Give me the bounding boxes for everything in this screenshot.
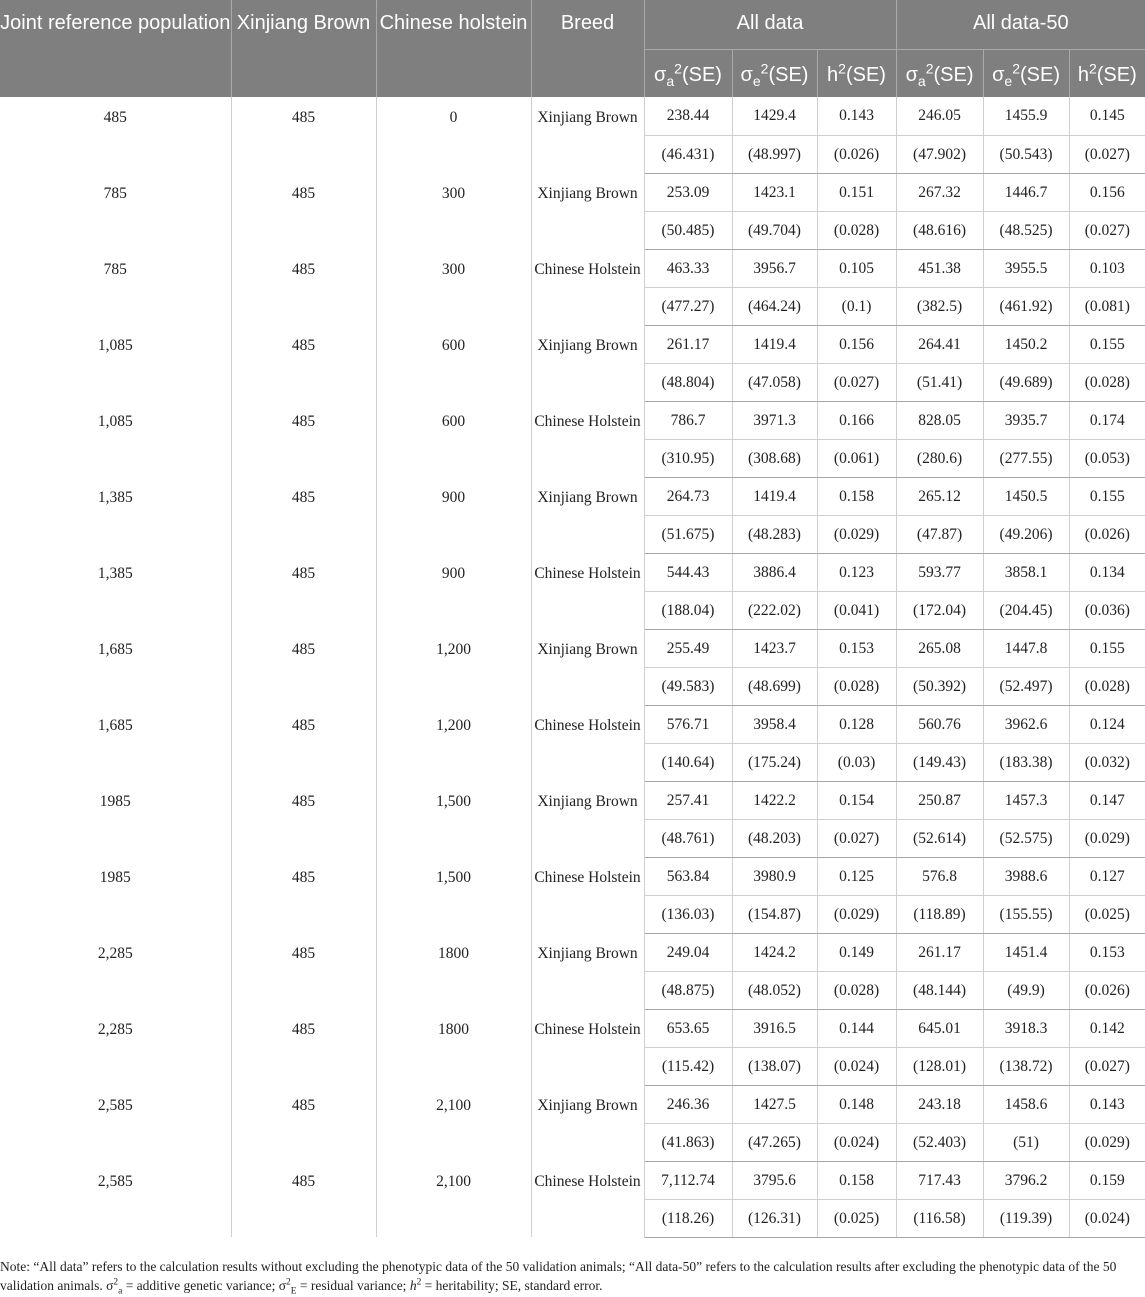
cell-standard-error: (46.431) [644, 135, 732, 173]
cell-standard-error: (149.43) [896, 743, 983, 781]
cell-chinese-holstein: 900 [376, 477, 531, 553]
cell-breed: Xinjiang Brown [531, 933, 644, 1009]
cell-estimate: 3796.2 [983, 1161, 1069, 1199]
cell-xinjiang-brown: 485 [231, 553, 376, 629]
cell-estimate: 0.158 [817, 1161, 896, 1199]
table-row [0, 401, 1145, 439]
cell-estimate: 3795.6 [732, 1161, 817, 1199]
cell-chinese-holstein: 600 [376, 401, 531, 477]
cell-estimate: 1419.4 [732, 325, 817, 363]
cell-standard-error: (52.497) [983, 667, 1069, 705]
table-row [0, 1161, 1145, 1199]
cell-estimate: 1429.4 [732, 97, 817, 135]
cell-breed: Chinese Holstein [531, 1161, 644, 1237]
cell-estimate: 828.05 [896, 401, 983, 439]
cell-breed: Xinjiang Brown [531, 1085, 644, 1161]
cell-standard-error: (52.403) [896, 1123, 983, 1161]
cell-standard-error: (49.704) [732, 211, 817, 249]
cell-standard-error: (126.31) [732, 1199, 817, 1237]
cell-xinjiang-brown: 485 [231, 1161, 376, 1237]
cell-standard-error: (464.24) [732, 287, 817, 325]
cell-estimate: 0.153 [1069, 933, 1145, 971]
cell-xinjiang-brown: 485 [231, 705, 376, 781]
cell-estimate: 250.87 [896, 781, 983, 819]
cell-standard-error: (51.41) [896, 363, 983, 401]
cell-estimate: 3988.6 [983, 857, 1069, 895]
cell-standard-error: (0.027) [817, 819, 896, 857]
header-group-all-data: All data [644, 0, 896, 49]
cell-standard-error: (0.081) [1069, 287, 1145, 325]
header-sigma-a: $\sigma_a^2(SE)$ [896, 49, 983, 97]
cell-standard-error: (0.024) [817, 1047, 896, 1085]
cell-chinese-holstein: 2,100 [376, 1085, 531, 1161]
table-row [0, 325, 1145, 363]
cell-estimate: 0.134 [1069, 553, 1145, 591]
cell-estimate: 451.38 [896, 249, 983, 287]
cell-xinjiang-brown: 485 [231, 933, 376, 1009]
cell-standard-error: (477.27) [644, 287, 732, 325]
cell-joint-reference: 1,385 [0, 477, 231, 553]
cell-standard-error: (119.39) [983, 1199, 1069, 1237]
cell-standard-error: (172.04) [896, 591, 983, 629]
cell-standard-error: (47.902) [896, 135, 983, 173]
cell-joint-reference: 2,285 [0, 1009, 231, 1085]
cell-estimate: 246.36 [644, 1085, 732, 1123]
cell-estimate: 1457.3 [983, 781, 1069, 819]
cell-standard-error: (0.028) [817, 667, 896, 705]
cell-standard-error: (128.01) [896, 1047, 983, 1085]
cell-breed: Chinese Holstein [531, 249, 644, 325]
cell-standard-error: (48.804) [644, 363, 732, 401]
cell-standard-error: (0.026) [1069, 515, 1145, 553]
cell-standard-error: (0.025) [817, 1199, 896, 1237]
cell-estimate: 0.144 [817, 1009, 896, 1047]
cell-estimate: 563.84 [644, 857, 732, 895]
cell-standard-error: (0.026) [817, 135, 896, 173]
cell-breed: Xinjiang Brown [531, 477, 644, 553]
cell-estimate: 261.17 [896, 933, 983, 971]
cell-xinjiang-brown: 485 [231, 1085, 376, 1161]
cell-estimate: 264.41 [896, 325, 983, 363]
cell-estimate: 3916.5 [732, 1009, 817, 1047]
cell-xinjiang-brown: 485 [231, 401, 376, 477]
cell-standard-error: (47.058) [732, 363, 817, 401]
cell-standard-error: (204.45) [983, 591, 1069, 629]
cell-estimate: 0.123 [817, 553, 896, 591]
cell-estimate: 257.41 [644, 781, 732, 819]
cell-estimate: 0.159 [1069, 1161, 1145, 1199]
cell-estimate: 0.124 [1069, 705, 1145, 743]
cell-standard-error: (47.265) [732, 1123, 817, 1161]
cell-joint-reference: 1,385 [0, 553, 231, 629]
cell-breed: Chinese Holstein [531, 401, 644, 477]
cell-estimate: 267.32 [896, 173, 983, 211]
cell-joint-reference: 2,585 [0, 1085, 231, 1161]
cell-estimate: 3886.4 [732, 553, 817, 591]
cell-standard-error: (277.55) [983, 439, 1069, 477]
cell-breed: Xinjiang Brown [531, 97, 644, 173]
cell-estimate: 1451.4 [983, 933, 1069, 971]
header-xinjiang-brown: Xinjiang Brown [231, 0, 376, 97]
cell-estimate: 1419.4 [732, 477, 817, 515]
cell-joint-reference: 2,285 [0, 933, 231, 1009]
cell-estimate: 261.17 [644, 325, 732, 363]
cell-standard-error: (0.061) [817, 439, 896, 477]
cell-estimate: 0.147 [1069, 781, 1145, 819]
cell-standard-error: (0.026) [1069, 971, 1145, 1009]
cell-xinjiang-brown: 485 [231, 325, 376, 401]
cell-estimate: 255.49 [644, 629, 732, 667]
cell-standard-error: (0.029) [817, 515, 896, 553]
cell-joint-reference: 1985 [0, 781, 231, 857]
table-row [0, 553, 1145, 591]
cell-estimate: 1450.2 [983, 325, 1069, 363]
cell-joint-reference: 1,085 [0, 325, 231, 401]
cell-standard-error: (118.89) [896, 895, 983, 933]
cell-standard-error: (48.052) [732, 971, 817, 1009]
cell-standard-error: (48.283) [732, 515, 817, 553]
header-group-all-data-50: All data-50 [896, 0, 1145, 49]
cell-estimate: 264.73 [644, 477, 732, 515]
cell-standard-error: (183.38) [983, 743, 1069, 781]
cell-xinjiang-brown: 485 [231, 173, 376, 249]
header-sigma-a: $\sigma_a^2(SE)$ [644, 49, 732, 97]
cell-standard-error: (116.58) [896, 1199, 983, 1237]
cell-chinese-holstein: 300 [376, 249, 531, 325]
table-row [0, 781, 1145, 819]
cell-standard-error: (0.028) [817, 211, 896, 249]
cell-standard-error: (0.025) [1069, 895, 1145, 933]
cell-joint-reference: 2,585 [0, 1161, 231, 1237]
cell-estimate: 0.156 [1069, 173, 1145, 211]
cell-estimate: 246.05 [896, 97, 983, 135]
cell-joint-reference: 1,685 [0, 629, 231, 705]
cell-standard-error: (48.997) [732, 135, 817, 173]
cell-chinese-holstein: 1,500 [376, 857, 531, 933]
cell-chinese-holstein: 600 [376, 325, 531, 401]
cell-standard-error: (0.028) [1069, 363, 1145, 401]
cell-estimate: 3962.6 [983, 705, 1069, 743]
cell-standard-error: (0.028) [817, 971, 896, 1009]
cell-estimate: 0.142 [1069, 1009, 1145, 1047]
cell-estimate: 1422.2 [732, 781, 817, 819]
cell-estimate: 0.143 [1069, 1085, 1145, 1123]
cell-standard-error: (50.392) [896, 667, 983, 705]
cell-standard-error: (0.027) [1069, 1047, 1145, 1085]
cell-estimate: 1427.5 [732, 1085, 817, 1123]
cell-estimate: 3918.3 [983, 1009, 1069, 1047]
cell-estimate: 0.125 [817, 857, 896, 895]
cell-breed: Chinese Holstein [531, 705, 644, 781]
cell-estimate: 0.127 [1069, 857, 1145, 895]
cell-standard-error: (115.42) [644, 1047, 732, 1085]
cell-standard-error: (48.761) [644, 819, 732, 857]
cell-standard-error: (48.875) [644, 971, 732, 1009]
cell-estimate: 265.08 [896, 629, 983, 667]
cell-xinjiang-brown: 485 [231, 629, 376, 705]
cell-chinese-holstein: 300 [376, 173, 531, 249]
cell-estimate: 645.01 [896, 1009, 983, 1047]
cell-estimate: 3858.1 [983, 553, 1069, 591]
cell-estimate: 0.154 [817, 781, 896, 819]
cell-estimate: 1446.7 [983, 173, 1069, 211]
cell-breed: Chinese Holstein [531, 1009, 644, 1085]
cell-standard-error: (48.616) [896, 211, 983, 249]
cell-estimate: 0.166 [817, 401, 896, 439]
cell-estimate: 3935.7 [983, 401, 1069, 439]
cell-estimate: 0.103 [1069, 249, 1145, 287]
cell-standard-error: (49.583) [644, 667, 732, 705]
cell-estimate: 243.18 [896, 1085, 983, 1123]
cell-standard-error: (48.203) [732, 819, 817, 857]
cell-standard-error: (0.032) [1069, 743, 1145, 781]
cell-estimate: 0.155 [1069, 325, 1145, 363]
cell-estimate: 0.156 [817, 325, 896, 363]
cell-standard-error: (48.525) [983, 211, 1069, 249]
cell-estimate: 463.33 [644, 249, 732, 287]
cell-chinese-holstein: 900 [376, 553, 531, 629]
cell-estimate: 0.174 [1069, 401, 1145, 439]
cell-estimate: 0.153 [817, 629, 896, 667]
cell-estimate: 1455.9 [983, 97, 1069, 135]
cell-estimate: 560.76 [896, 705, 983, 743]
cell-standard-error: (0.024) [1069, 1199, 1145, 1237]
cell-estimate: 593.77 [896, 553, 983, 591]
cell-breed: Xinjiang Brown [531, 325, 644, 401]
cell-chinese-holstein: 1800 [376, 933, 531, 1009]
cell-xinjiang-brown: 485 [231, 97, 376, 173]
cell-standard-error: (0.027) [817, 363, 896, 401]
cell-estimate: 1458.6 [983, 1085, 1069, 1123]
cell-estimate: 265.12 [896, 477, 983, 515]
cell-standard-error: (140.64) [644, 743, 732, 781]
cell-standard-error: (310.95) [644, 439, 732, 477]
cell-chinese-holstein: 1800 [376, 1009, 531, 1085]
cell-standard-error: (0.028) [1069, 667, 1145, 705]
cell-standard-error: (280.6) [896, 439, 983, 477]
header-breed: Breed [531, 0, 644, 97]
cell-standard-error: (0.027) [1069, 211, 1145, 249]
cell-estimate: 3971.3 [732, 401, 817, 439]
cell-joint-reference: 485 [0, 97, 231, 173]
cell-breed: Xinjiang Brown [531, 781, 644, 857]
table-row [0, 249, 1145, 287]
cell-estimate: 1424.2 [732, 933, 817, 971]
cell-joint-reference: 785 [0, 249, 231, 325]
cell-chinese-holstein: 1,200 [376, 629, 531, 705]
cell-standard-error: (41.863) [644, 1123, 732, 1161]
header-h2: $h^2(SE)$ [817, 49, 896, 97]
cell-standard-error: (0.029) [1069, 819, 1145, 857]
cell-breed: Chinese Holstein [531, 857, 644, 933]
header-chinese-holstein: Chinese holstein [376, 0, 531, 97]
cell-estimate: 0.145 [1069, 97, 1145, 135]
cell-estimate: 238.44 [644, 97, 732, 135]
cell-estimate: 0.149 [817, 933, 896, 971]
cell-standard-error: (0.1) [817, 287, 896, 325]
table-note: Note: “All data” refers to the calculation results without excluding the phenotypic data of the 50 validation animals; “All data-50” refers to the calculation results after excluding the phenotypic data of the 50 validation animals. $\sigma^2_a$ = additive genetic variance; $\sigma^2_E$ = residual variance; $h^2$ = heritability; SE, standard error. [0, 1259, 1117, 1297]
cell-standard-error: (0.024) [817, 1123, 896, 1161]
cell-joint-reference: 1,085 [0, 401, 231, 477]
cell-estimate: 717.43 [896, 1161, 983, 1199]
cell-estimate: 544.43 [644, 553, 732, 591]
cell-joint-reference: 1,685 [0, 705, 231, 781]
cell-xinjiang-brown: 485 [231, 857, 376, 933]
cell-joint-reference: 1985 [0, 857, 231, 933]
cell-standard-error: (0.053) [1069, 439, 1145, 477]
cell-estimate: 0.128 [817, 705, 896, 743]
cell-standard-error: (0.029) [817, 895, 896, 933]
table-row [0, 477, 1145, 515]
cell-estimate: 576.8 [896, 857, 983, 895]
cell-estimate: 576.71 [644, 705, 732, 743]
cell-standard-error: (138.72) [983, 1047, 1069, 1085]
cell-estimate: 0.143 [817, 97, 896, 135]
cell-standard-error: (49.206) [983, 515, 1069, 553]
cell-xinjiang-brown: 485 [231, 477, 376, 553]
cell-breed: Xinjiang Brown [531, 629, 644, 705]
cell-standard-error: (51.675) [644, 515, 732, 553]
cell-standard-error: (138.07) [732, 1047, 817, 1085]
cell-standard-error: (0.03) [817, 743, 896, 781]
cell-estimate: 1423.1 [732, 173, 817, 211]
table-row [0, 933, 1145, 971]
cell-estimate: 1447.8 [983, 629, 1069, 667]
table-row [0, 857, 1145, 895]
cell-standard-error: (49.9) [983, 971, 1069, 1009]
cell-standard-error: (0.029) [1069, 1123, 1145, 1161]
cell-standard-error: (382.5) [896, 287, 983, 325]
cell-estimate: 0.151 [817, 173, 896, 211]
cell-standard-error: (188.04) [644, 591, 732, 629]
cell-standard-error: (308.68) [732, 439, 817, 477]
cell-standard-error: (0.041) [817, 591, 896, 629]
cell-estimate: 249.04 [644, 933, 732, 971]
cell-standard-error: (48.144) [896, 971, 983, 1009]
cell-standard-error: (51) [983, 1123, 1069, 1161]
cell-estimate: 1450.5 [983, 477, 1069, 515]
cell-standard-error: (155.55) [983, 895, 1069, 933]
header-h2: $h^2(SE)$ [1069, 49, 1145, 97]
cell-estimate: 0.105 [817, 249, 896, 287]
cell-standard-error: (50.485) [644, 211, 732, 249]
cell-xinjiang-brown: 485 [231, 1009, 376, 1085]
header-sigma-e: $\sigma_e^2(SE)$ [983, 49, 1069, 97]
cell-chinese-holstein: 2,100 [376, 1161, 531, 1237]
cell-estimate: 0.158 [817, 477, 896, 515]
cell-standard-error: (48.699) [732, 667, 817, 705]
cell-chinese-holstein: 1,200 [376, 705, 531, 781]
table-body [0, 97, 1145, 1237]
cell-standard-error: (0.027) [1069, 135, 1145, 173]
cell-estimate: 0.155 [1069, 629, 1145, 667]
cell-estimate: 0.155 [1069, 477, 1145, 515]
cell-joint-reference: 785 [0, 173, 231, 249]
cell-standard-error: (47.87) [896, 515, 983, 553]
cell-standard-error: (49.689) [983, 363, 1069, 401]
cell-standard-error: (52.614) [896, 819, 983, 857]
cell-chinese-holstein: 0 [376, 97, 531, 173]
cell-estimate: 3955.5 [983, 249, 1069, 287]
cell-standard-error: (222.02) [732, 591, 817, 629]
cell-standard-error: (52.575) [983, 819, 1069, 857]
cell-estimate: 653.65 [644, 1009, 732, 1047]
cell-estimate: 253.09 [644, 173, 732, 211]
cell-xinjiang-brown: 485 [231, 249, 376, 325]
cell-estimate: 0.148 [817, 1085, 896, 1123]
cell-chinese-holstein: 1,500 [376, 781, 531, 857]
table-row [0, 629, 1145, 667]
cell-standard-error: (50.543) [983, 135, 1069, 173]
cell-estimate: 1423.7 [732, 629, 817, 667]
cell-standard-error: (0.036) [1069, 591, 1145, 629]
cell-standard-error: (175.24) [732, 743, 817, 781]
table-row [0, 1085, 1145, 1123]
cell-estimate: 786.7 [644, 401, 732, 439]
table-row [0, 97, 1145, 135]
cell-standard-error: (154.87) [732, 895, 817, 933]
header-joint-reference-population: Joint reference population [0, 0, 231, 97]
cell-estimate: 3980.9 [732, 857, 817, 895]
cell-breed: Xinjiang Brown [531, 173, 644, 249]
table-row [0, 1009, 1145, 1047]
cell-standard-error: (136.03) [644, 895, 732, 933]
cell-standard-error: (461.92) [983, 287, 1069, 325]
cell-estimate: 3958.4 [732, 705, 817, 743]
cell-breed: Chinese Holstein [531, 553, 644, 629]
table-row [0, 705, 1145, 743]
cell-standard-error: (118.26) [644, 1199, 732, 1237]
header-sigma-e: $\sigma_e^2(SE)$ [732, 49, 817, 97]
cell-estimate: 3956.7 [732, 249, 817, 287]
cell-xinjiang-brown: 485 [231, 781, 376, 857]
table-row [0, 173, 1145, 211]
cell-estimate: 7,112.74 [644, 1161, 732, 1199]
